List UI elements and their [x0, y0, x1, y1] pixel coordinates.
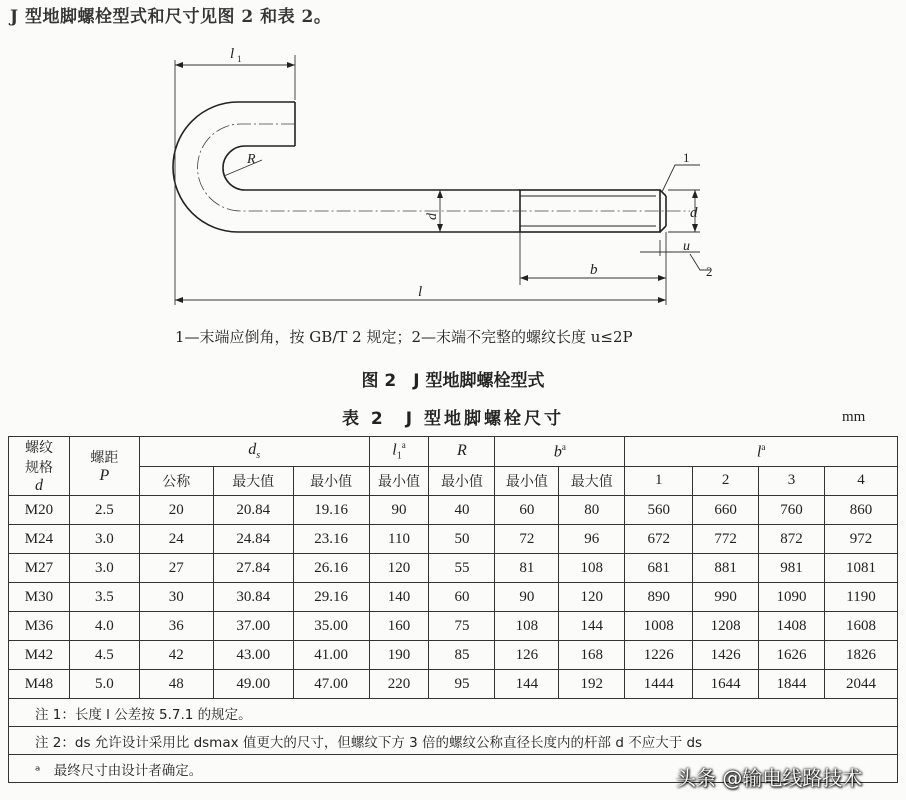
table-cell: 26.16 [293, 554, 369, 583]
hook-inner-contour [223, 146, 520, 190]
note-row [9, 727, 898, 755]
label-d: d [690, 205, 698, 221]
table-cell: 60 [495, 496, 559, 525]
table-row [9, 496, 898, 525]
table-cell: 1090 [759, 583, 825, 612]
table-cell: 3.0 [69, 525, 139, 554]
hook-outer-contour [173, 102, 520, 232]
header-l1: $l_1^a$ [369, 437, 429, 467]
table-cell: 1208 [693, 612, 759, 641]
header-R: R [429, 437, 495, 467]
watermark: 头条 @输电线路技术 [676, 766, 863, 790]
table-cell: 1408 [759, 612, 825, 641]
svg-text:1: 1 [237, 54, 242, 64]
table-cell: 1626 [759, 641, 825, 670]
table-cell: M48 [9, 670, 70, 699]
subheader-cell: 公称 [139, 466, 213, 496]
header-spec: 螺纹 规格 d [9, 437, 70, 496]
table-cell: 1426 [693, 641, 759, 670]
table-cell: 108 [559, 554, 625, 583]
table-cell: 30.84 [213, 583, 293, 612]
table-row [9, 612, 898, 641]
table-cell: 890 [625, 583, 693, 612]
subheader-cell: 最小值 [369, 466, 429, 496]
table-note: 注 1：长度 l 公差按 5.7.1 的规定。 [9, 699, 898, 727]
table-cell: 27.84 [213, 554, 293, 583]
table-cell: 144 [559, 612, 625, 641]
subheader-cell: 最小值 [495, 466, 559, 496]
table-cell: 681 [625, 554, 693, 583]
table-cell: 1081 [825, 554, 898, 583]
subheader-cell: 2 [693, 466, 759, 496]
table-cell: 19.16 [293, 496, 369, 525]
table-cell: 24.84 [213, 525, 293, 554]
table-cell: 110 [369, 525, 429, 554]
table-row [9, 525, 898, 554]
label-b: b [590, 262, 598, 278]
table-cell: 1190 [825, 583, 898, 612]
table-cell: 1644 [693, 670, 759, 699]
table-cell: 860 [825, 496, 898, 525]
table-note: 注 2：ds 允许设计采用比 dsmax 值更大的尺寸，但螺纹下方 3 倍的螺纹公称直径长度内的杆部 d 不应大于 ds [9, 727, 898, 755]
label-R: R [247, 152, 256, 167]
table-row [9, 670, 898, 699]
table-cell: 120 [559, 583, 625, 612]
table-cell: 2044 [825, 670, 898, 699]
table-cell: 3.5 [69, 583, 139, 612]
table-cell: 80 [559, 496, 625, 525]
table-cell: 30 [139, 583, 213, 612]
table-cell: 72 [495, 525, 559, 554]
table-cell: 37.00 [213, 612, 293, 641]
label-u: u [683, 239, 690, 254]
label-l1: l [230, 46, 235, 62]
table-cell: 95 [429, 670, 495, 699]
table-cell: 49.00 [213, 670, 293, 699]
table-cell: 35.00 [293, 612, 369, 641]
table-cell: 1608 [825, 612, 898, 641]
table-cell: M24 [9, 525, 70, 554]
table-cell: 772 [693, 525, 759, 554]
table-cell: 85 [429, 641, 495, 670]
table-cell: M27 [9, 554, 70, 583]
table-note: ᵃ 最终尺寸由设计者确定。 [9, 755, 898, 783]
header-pitch: 螺距 P [69, 437, 139, 496]
table-cell: 20.84 [213, 496, 293, 525]
subheader-cell: 3 [759, 466, 825, 496]
table-cell: 1826 [825, 641, 898, 670]
figure-title: 图 2 J 型地脚螺栓型式 [361, 371, 545, 391]
subheader-cell: 1 [625, 466, 693, 496]
intro-text: J 型地脚螺栓型式和尺寸见图 2 和表 2。 [10, 7, 332, 27]
table-cell: 55 [429, 554, 495, 583]
table-cell: 43.00 [213, 641, 293, 670]
table-cell: 24 [139, 525, 213, 554]
table-cell: 140 [369, 583, 429, 612]
table-cell: 120 [369, 554, 429, 583]
table-cell: M20 [9, 496, 70, 525]
callout-2: 2 [706, 264, 713, 279]
figure-note: 1—末端应倒角，按 GB/T 2 规定；2—末端不完整的螺纹长度 u≤2P [175, 328, 633, 346]
subheader-cell: 4 [825, 466, 898, 496]
j-bolt-drawing [0, 0, 906, 320]
table-cell: 41.00 [293, 641, 369, 670]
table-cell: 168 [559, 641, 625, 670]
table-cell: 50 [429, 525, 495, 554]
subheader-cell: 最大值 [213, 466, 293, 496]
table-cell: 96 [559, 525, 625, 554]
header-b: $b^a$ [495, 437, 625, 467]
table-cell: 75 [429, 612, 495, 641]
table-cell: 23.16 [293, 525, 369, 554]
label-ds: d [425, 213, 440, 220]
table-cell: 981 [759, 554, 825, 583]
table-cell: 192 [559, 670, 625, 699]
table-cell: 42 [139, 641, 213, 670]
label-l: l [418, 284, 423, 300]
table-cell: 48 [139, 670, 213, 699]
table-row [9, 641, 898, 670]
table-cell: 20 [139, 496, 213, 525]
table-cell: 560 [625, 496, 693, 525]
table-cell: 4.0 [69, 612, 139, 641]
unit-label: mm [842, 409, 866, 425]
header-l: $l^a$ [625, 437, 898, 467]
dimension-table [8, 436, 898, 783]
table-cell: 760 [759, 496, 825, 525]
table-cell: 990 [693, 583, 759, 612]
table-title: 表 2 J 型地脚螺栓尺寸 [342, 409, 564, 429]
subheader-cell: 最大值 [559, 466, 625, 496]
table-cell: 27 [139, 554, 213, 583]
table-cell: 190 [369, 641, 429, 670]
table-cell: 1444 [625, 670, 693, 699]
table-cell: 60 [429, 583, 495, 612]
table-cell: 1008 [625, 612, 693, 641]
table-cell: 40 [429, 496, 495, 525]
table-cell: 90 [495, 583, 559, 612]
table-cell: 108 [495, 612, 559, 641]
table-cell: 160 [369, 612, 429, 641]
table-cell: 220 [369, 670, 429, 699]
center-line [198, 124, 690, 211]
table-cell: M36 [9, 612, 70, 641]
table-cell: 29.16 [293, 583, 369, 612]
table-cell: 81 [495, 554, 559, 583]
table-cell: 660 [693, 496, 759, 525]
subheader-cell: 最小值 [429, 466, 495, 496]
table-cell: 5.0 [69, 670, 139, 699]
table-cell: 672 [625, 525, 693, 554]
table-cell: 881 [693, 554, 759, 583]
table-cell: 36 [139, 612, 213, 641]
table-cell: 1226 [625, 641, 693, 670]
table-row [9, 583, 898, 612]
table-row [9, 554, 898, 583]
subheader-cell: 最小值 [293, 466, 369, 496]
header-ds: $d_s$ [139, 437, 369, 467]
table-cell: 90 [369, 496, 429, 525]
table-cell: 126 [495, 641, 559, 670]
table-cell: 972 [825, 525, 898, 554]
table-cell: 872 [759, 525, 825, 554]
table-cell: 4.5 [69, 641, 139, 670]
note-row [9, 699, 898, 727]
table-cell: 2.5 [69, 496, 139, 525]
callout-1: 1 [683, 150, 690, 165]
table-cell: M30 [9, 583, 70, 612]
table-cell: 1844 [759, 670, 825, 699]
table-cell: 3.0 [69, 554, 139, 583]
table-cell: M42 [9, 641, 70, 670]
table-cell: 144 [495, 670, 559, 699]
table-cell: 47.00 [293, 670, 369, 699]
